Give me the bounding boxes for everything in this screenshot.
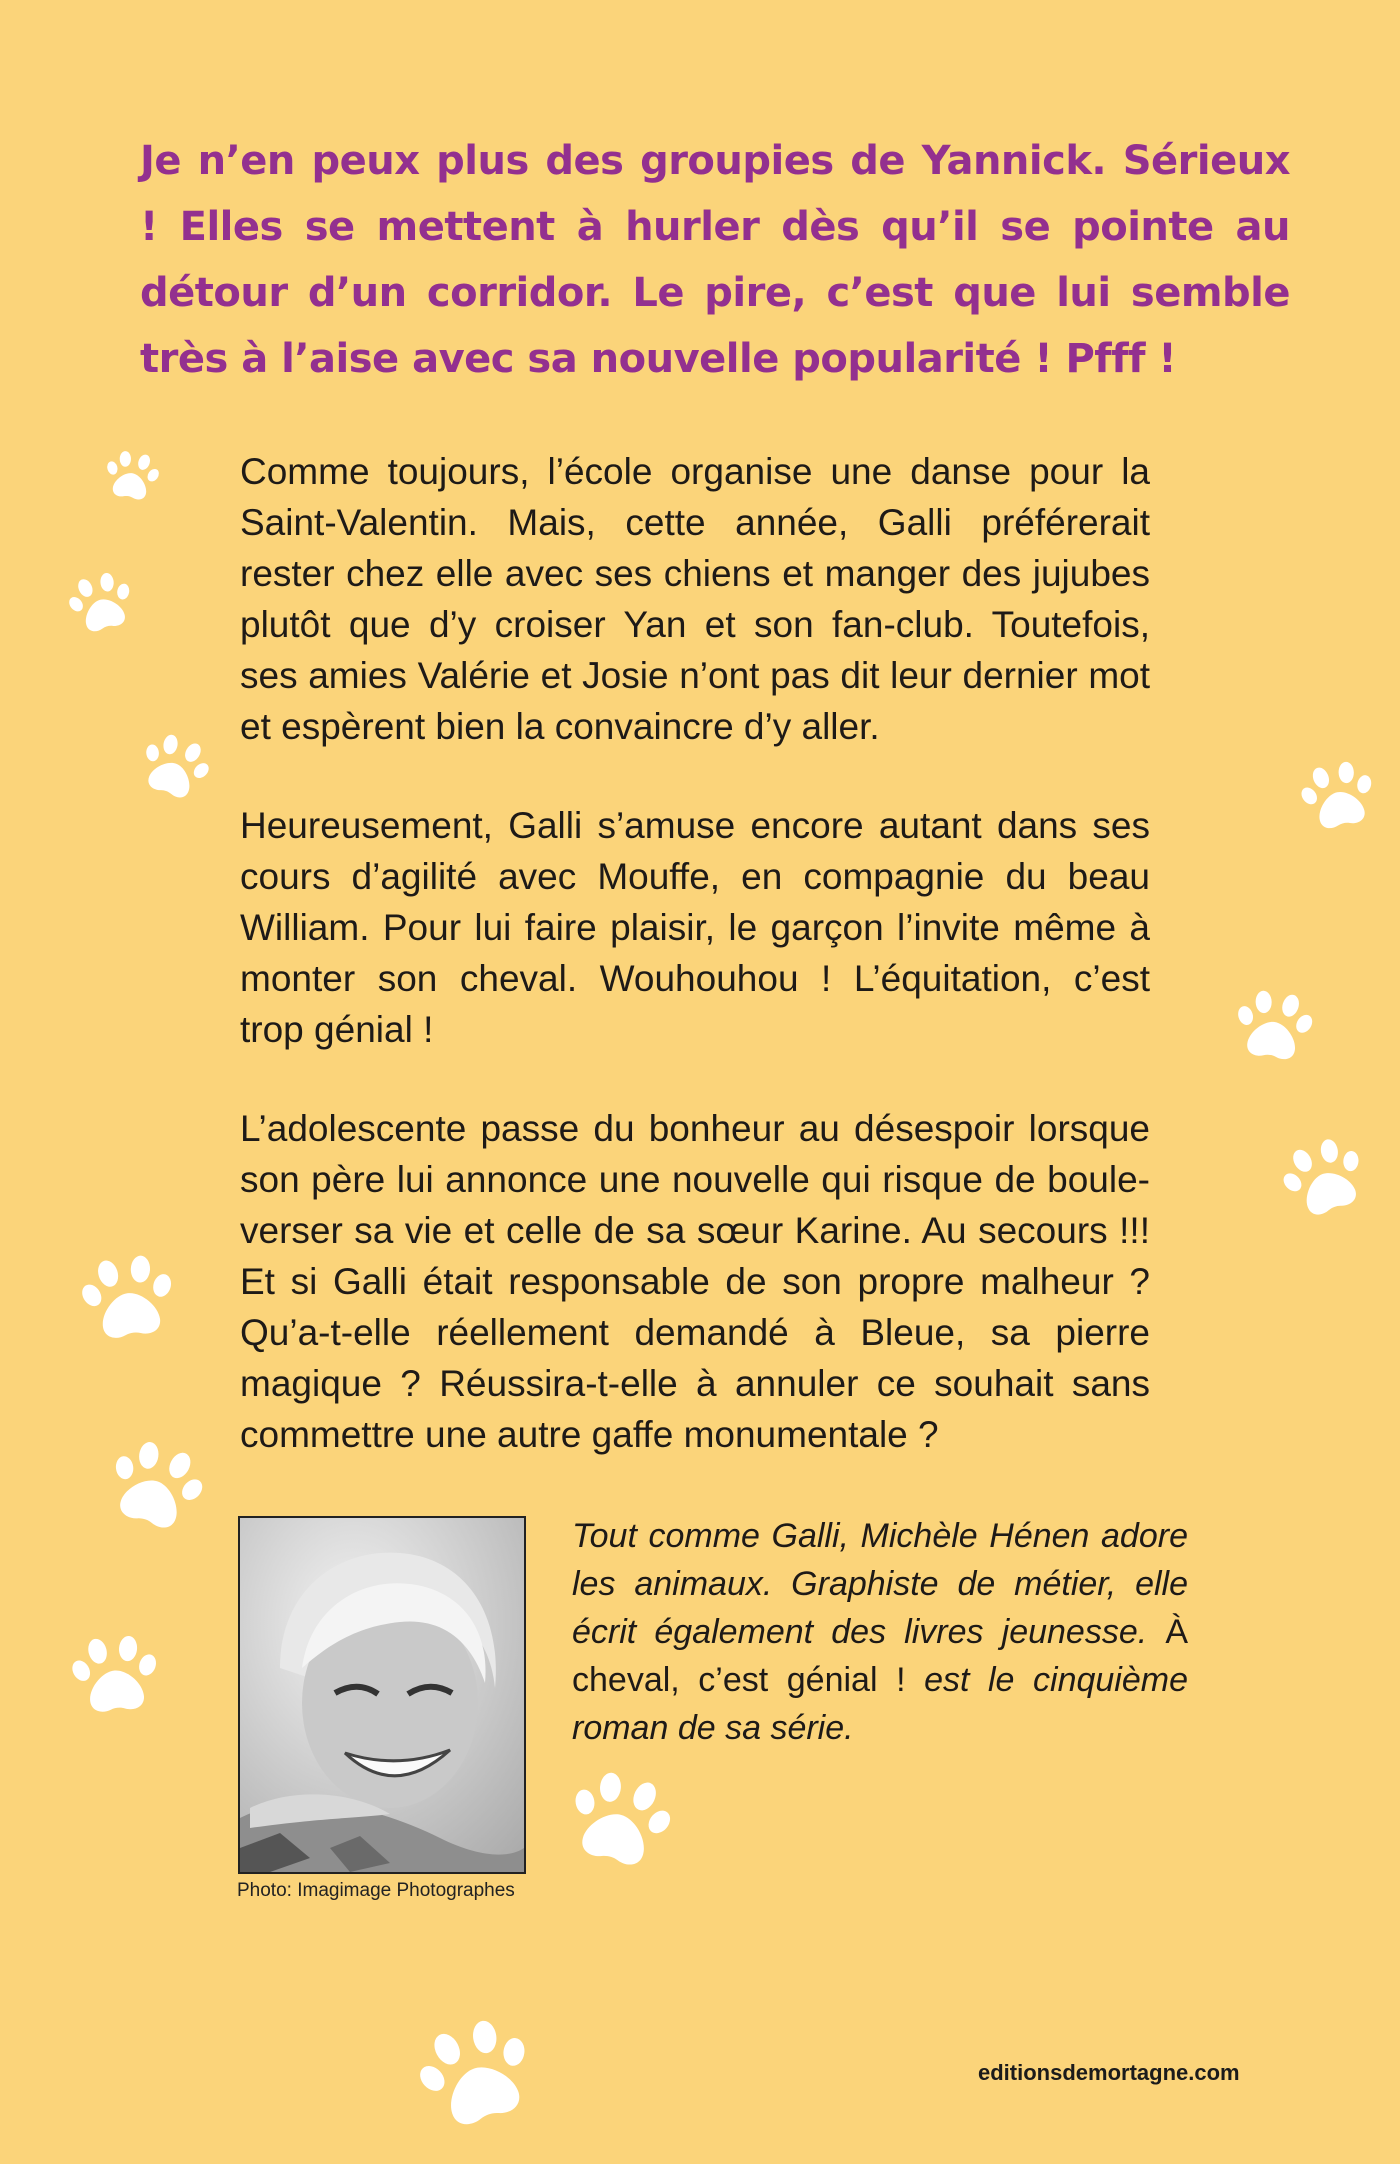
summary-paragraph: Comme toujours, l’école organise une danse pour la Saint-Valentin. Mais, cette année, Galli préférerait rester chez elle avec ses chiens et manger des jujubes plutôt que d’y croiser Yan et son fan-club. Toutefois, ses amies Valérie et Josie n’ont pas dit leur dernier mot et espèrent bien la convaincre d’y aller. xyxy=(240,451,1150,747)
summary xyxy=(240,446,1150,1508)
paw-print-icon xyxy=(556,1756,683,1883)
author-bio xyxy=(572,1512,1188,1752)
tagline: Je n’en peux plus des groupies de Yannick. Sérieux ! Elles se mettent à hurler dès qu’il se pointe au détour d’un corridor. Le pire, c’est que lui semble très à l’aise avec sa nouvelle popularité ! Pfff ! xyxy=(140,138,1290,382)
author-photo xyxy=(238,1516,526,1874)
paw-print-icon xyxy=(1270,1124,1378,1232)
paw-print-icon xyxy=(74,1244,182,1352)
author-portrait-icon xyxy=(240,1518,524,1872)
photo-credit: Photo: Imagimage Photographes xyxy=(237,1880,515,1901)
publisher-website: editionsdemortagne.com xyxy=(978,2060,1240,2085)
bio-intro: Tout comme Galli, Michèle Hénen adore les animaux. Graphiste de métier, elle écrit également des livres jeunesse. xyxy=(572,1517,1188,1651)
bio-outro: est le cinquième roman de sa série. xyxy=(572,1661,1188,1747)
book-title: À cheval, c’est génial ! xyxy=(572,1613,1188,1699)
paw-print-icon xyxy=(96,1426,217,1547)
paw-print-icon xyxy=(1293,751,1383,841)
paw-print-icon xyxy=(66,1626,164,1724)
summary-paragraph: Heureusement, Galli s’amuse encore autant dans ses cours d’agilité avec Mouffe, en compagnie du beau William. Pour lui faire plaisir, le garçon l’invite même à monter son cheval. Wouhouhou ! L’équitation, c’est trop génial ! xyxy=(240,805,1150,1050)
paw-print-icon xyxy=(100,444,165,509)
paw-print-icon xyxy=(1229,981,1319,1071)
paw-print-icon xyxy=(403,2001,549,2147)
paw-print-icon xyxy=(130,722,220,812)
summary-paragraph: L’adolescente passe du bonheur au désespoir lorsque son père lui annonce une nouvelle qui risque de boule-verser sa vie et celle de sa sœur Karine. Au secours !!! Et si Galli était responsable de son propre malheur ? Qu’a-t-elle réellement demandé à Bleue, sa pierre magique ? Réussira-t-elle à annuler ce souhait sans commettre une autre gaffe monumentale ? xyxy=(240,1108,1150,1455)
paw-print-icon xyxy=(61,563,142,644)
